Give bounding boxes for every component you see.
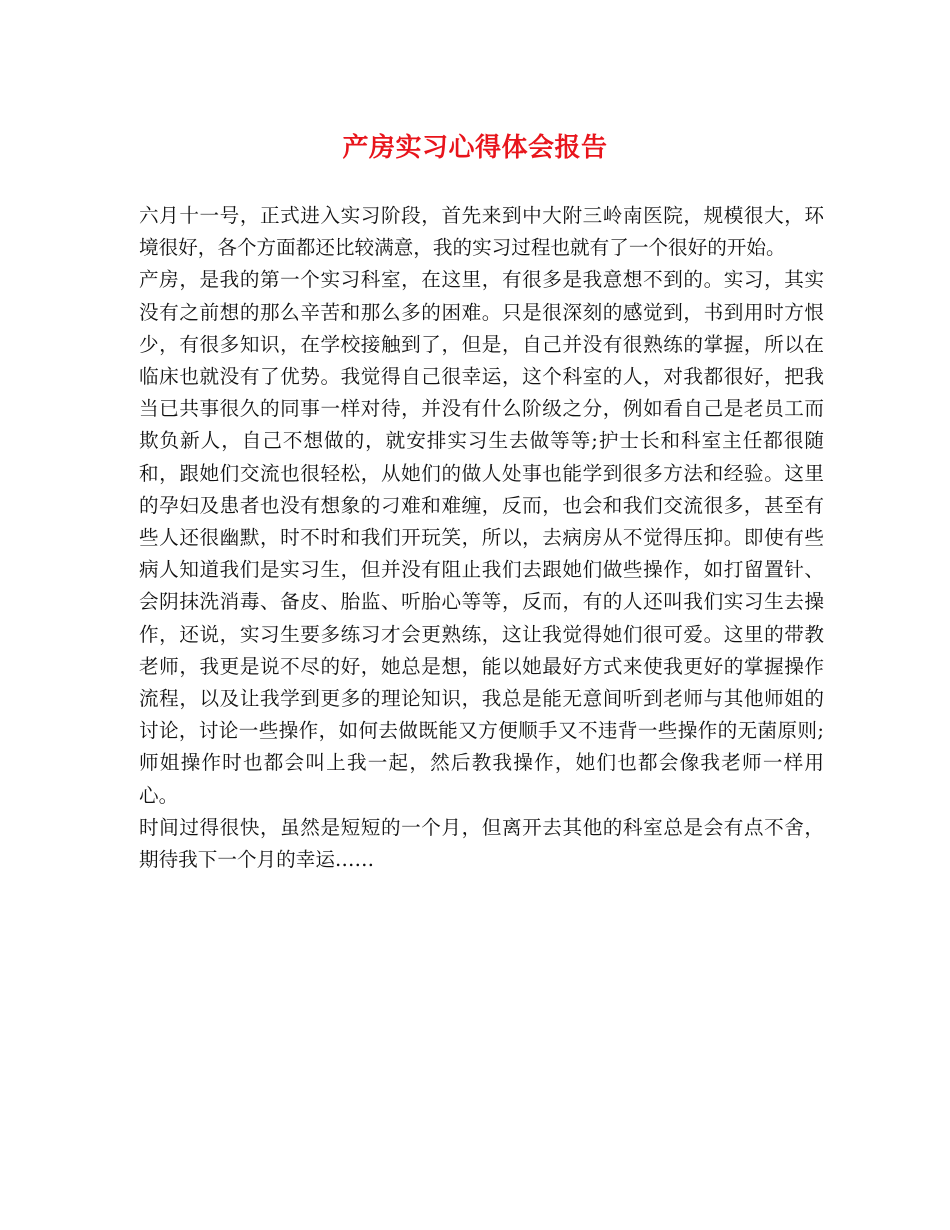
paragraph-1: 六月十一号，正式进入实习阶段，首先来到中大附三岭南医院，规模很大，环境很好，各个方面都还比较满意，我的实习过程也就有了一个很好的开始。	[139, 204, 824, 260]
paragraph-3: 时间过得很快，虽然是短短的一个月，但离开去其他的科室总是会有点不舍，期待我下一个月的幸运……	[139, 815, 824, 872]
document-title: 产房实习心得体会报告	[342, 133, 608, 163]
document-body	[139, 200, 824, 876]
paragraph-2: 产房，是我的第一个实习科室，在这里，有很多是我意想不到的。实习，其实没有之前想的那么辛苦和那么多的困难。只是很深刻的感觉到，书到用时方恨少，有很多知识，在学校接触到了，但是，自己并没有很熟练的掌握，所以在临床也就没有了优势。我觉得自己很幸运，这个科室的人，对我都很好，把我当已共事很久的同事一样对待，并没有什么阶级之分，例如看自己是老员工而欺负新人，自己不想做的，就安排实习生去做等等;护士长和科室主任都很随和，跟她们交流也很轻松，从她们的做人处事也能学到很多方法和经验。这里的孕妇及患者也没有想象的刁难和难缠，反而，也会和我们交流很多，甚至有些人还很幽默，时不时和我们开玩笑，所以，去病房从不觉得压抑。即使有些病人知道我们是实习生，但并没有阻止我们去跟她们做些操作，如打留置针、会阴抹洗消毒、备皮、胎监、听胎心等等，反而，有的人还叫我们实习生去操作，还说，实习生要多练习才会更熟练，这让我觉得她们很可爱。这里的带教老师，我更是说不尽的好，她总是想，能以她最好方式来使我更好的掌握操作流程，以及让我学到更多的理论知识，我总是能无意间听到老师与其他师姐的讨论，讨论一些操作，如何去做既能又方便顺手又不违背一些操作的无菌原则;师姐操作时也都会叫上我一起，然后教我操作，她们也都会像我老师一样用心。	[139, 268, 824, 807]
